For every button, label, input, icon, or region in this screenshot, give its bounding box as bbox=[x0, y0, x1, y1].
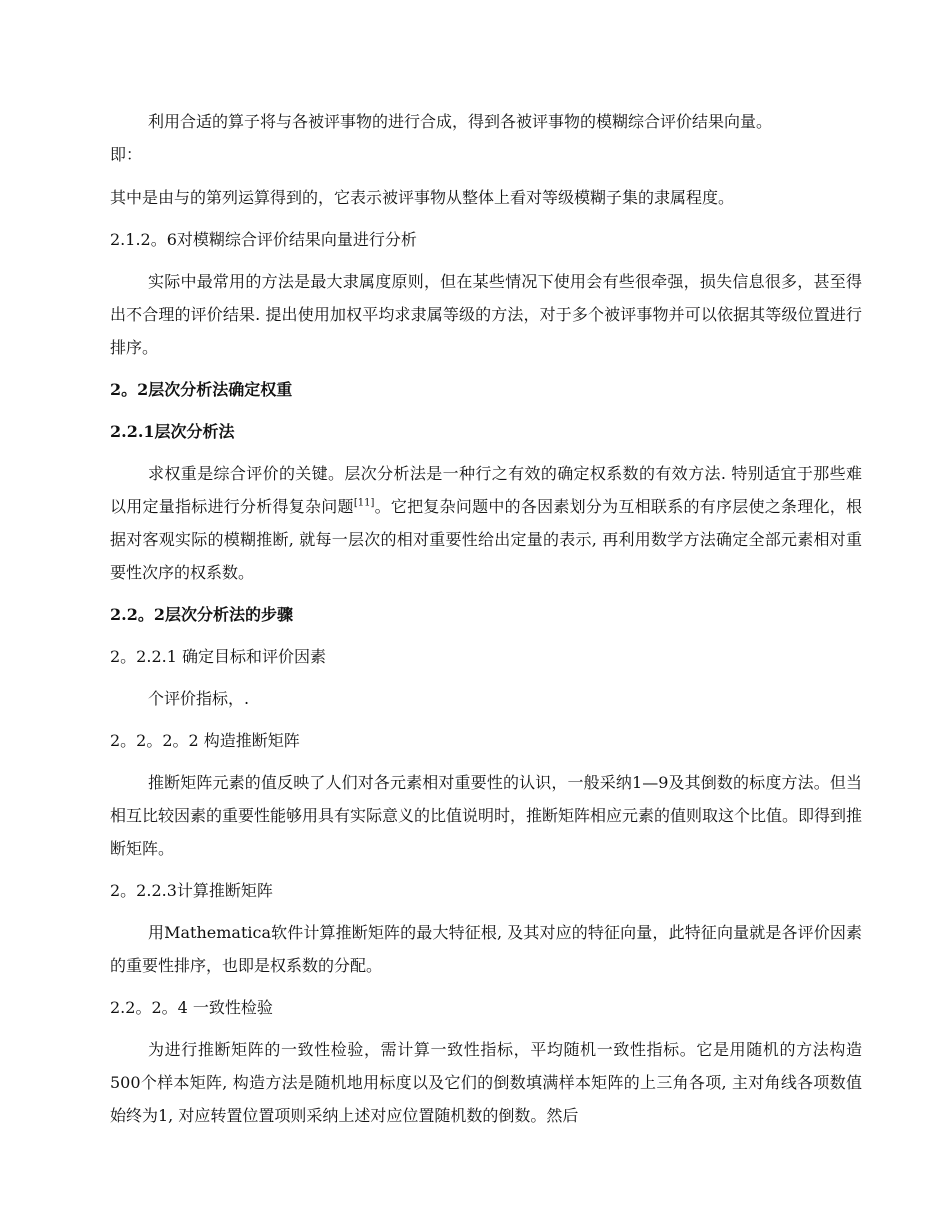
paragraph-judgment-matrix: 推断矩阵元素的值反映了人们对各元素相对重要性的认识，一般采纳1—9及其倒数的标度方法。但当相互比较因素的重要性能够用具有实际意义的比值说明时，推断矩阵相应元素的值则取这个比值。即得到推断矩阵。 bbox=[110, 773, 863, 858]
paragraph-ahp-intro bbox=[110, 457, 862, 589]
paragraph-mathematica: 用Mathematica软件计算推断矩阵的最大特征根, 及其对应的特征向量，此特征向量就是各评价因素的重要性排序，也即是权系数的分配。 bbox=[110, 923, 862, 975]
heading-2-2-2-4: 2.2。2。4 一致性检验 bbox=[110, 998, 273, 1017]
heading-2-1-2-6: 2.1.2。6对模糊综合评价结果向量进行分析 bbox=[110, 230, 417, 249]
paragraph-membership: 其中是由与的第列运算得到的，它表示被评事物从整体上看对等级模糊子集的隶属程度。 bbox=[110, 188, 735, 207]
paragraph-synthesis: 利用合适的算子将与各被评事物的进行合成，得到各被评事物的模糊综合评价结果向量。 bbox=[148, 112, 773, 131]
heading-2-2-2-2: 2。2。2。2 构造推断矩阵 bbox=[110, 731, 300, 750]
paragraph-consistency: 为进行推断矩阵的一致性检验，需计算一致性指标，平均随机一致性指标。它是用随机的方法构造500个样本矩阵, 构造方法是随机地用标度以及它们的倒数填满样本矩阵的上三角各项, 主对角线各项数值始终为1, 对应转置位置项则采纳上述对应位置随机数的倒数。然后 bbox=[110, 1040, 862, 1125]
citation-reference: [11] bbox=[353, 497, 375, 509]
heading-2-2-2-1: 2。2.2.1 确定目标和评价因素 bbox=[110, 647, 326, 666]
paragraph-indicators: 个评价指标，. bbox=[148, 689, 250, 708]
document-page bbox=[110, 105, 862, 1132]
paragraph-ahp-text-2: 。它把复杂问题中的各因素划分为互相联系的有序层使之条理化，根据对客观实际的模糊推断, 就每一层次的相对重要性给出定量的表示, 再利用数学方法确定全部元素相对重要性次序的权系数。 bbox=[110, 497, 862, 582]
paragraph-synthesis-cont: 即： bbox=[110, 145, 143, 164]
heading-2-2: 2。2层次分析法确定权重 bbox=[110, 380, 293, 399]
paragraph-ahp-text-1: 求权重是综合评价的关键。层次分析法是一种行之有效的确定权系数的有效方法. 特别适宜于那些难以用定量指标进行分析得复杂问题 bbox=[110, 464, 862, 516]
heading-2-2-2-3: 2。2.2.3计算推断矩阵 bbox=[110, 881, 273, 900]
paragraph-max-membership: 实际中最常用的方法是最大隶属度原则，但在某些情况下使用会有些很牵强，损失信息很多，甚至得出不合理的评价结果. 提出使用加权平均求隶属等级的方法，对于多个被评事物并可以依据其等级位置进行排序。 bbox=[110, 272, 862, 357]
heading-2-2-2: 2.2。2层次分析法的步骤 bbox=[110, 605, 293, 624]
heading-2-2-1: 2.2.1层次分析法 bbox=[110, 422, 235, 441]
